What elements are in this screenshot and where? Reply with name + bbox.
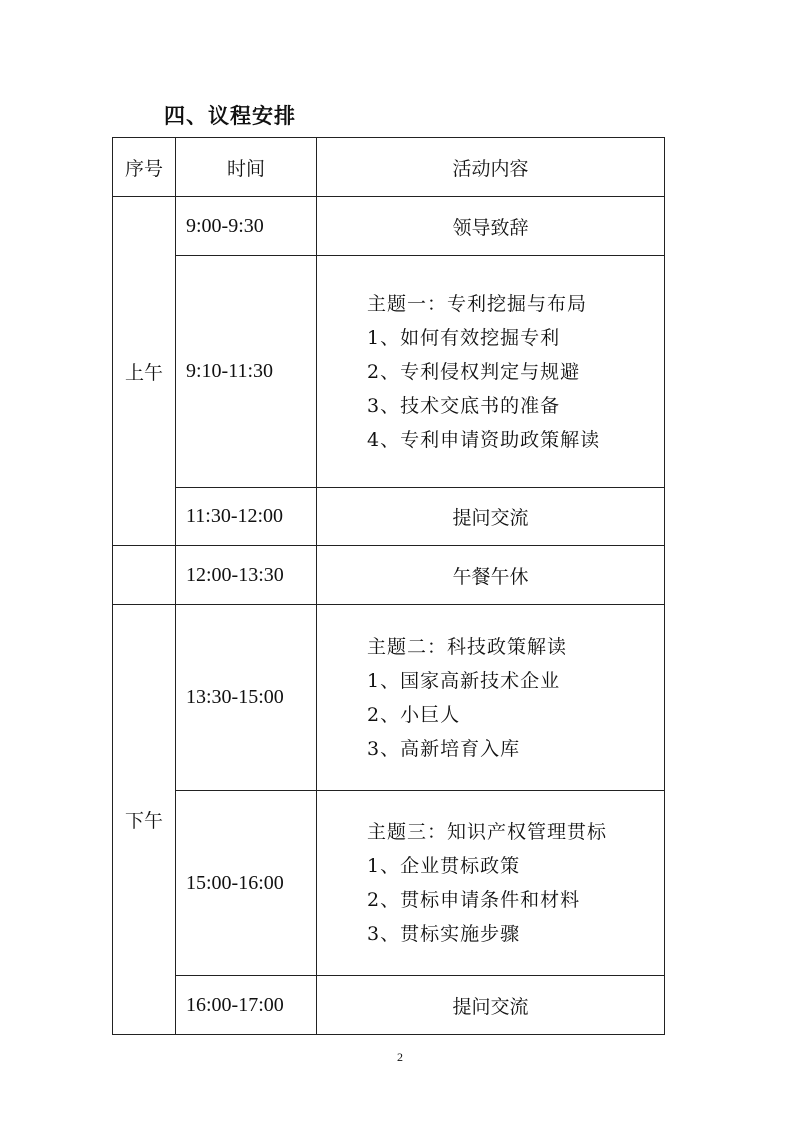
list-item: 2、专利侵权判定与规避 (367, 360, 581, 383)
col-header-seq: 序号 (113, 138, 176, 197)
col-header-content: 活动内容 (317, 138, 665, 197)
row-time: 11:30-12:00 (176, 488, 317, 546)
topic-title: 主题三：知识产权管理贯标 (367, 821, 608, 843)
row-content (317, 605, 665, 791)
row-time: 16:00-17:00 (176, 976, 317, 1035)
row-time: 13:30-15:00 (176, 605, 317, 791)
col-header-time: 时间 (176, 138, 317, 197)
list-item: 3、技术交底书的准备 (367, 394, 561, 417)
table-row (113, 546, 665, 605)
table-row (113, 791, 665, 976)
list-item: 4、专利申请资助政策解读 (367, 428, 601, 451)
agenda-table (112, 137, 665, 1035)
table-row (113, 976, 665, 1035)
row-content (317, 791, 665, 976)
list-item: 2、贯标申请条件和材料 (367, 889, 581, 911)
topic-title: 主题二：科技政策解读 (367, 635, 568, 658)
table-row (113, 256, 665, 488)
row-time: 9:00-9:30 (176, 197, 317, 256)
list-item: 1、企业贯标政策 (367, 855, 521, 877)
table-row (113, 605, 665, 791)
period-empty (113, 546, 176, 605)
topic-title: 主题一：专利挖掘与布局 (367, 292, 588, 315)
row-time: 12:00-13:30 (176, 546, 317, 605)
list-item: 1、国家高新技术企业 (367, 669, 561, 692)
list-item: 3、高新培育入库 (367, 737, 521, 760)
list-item: 3、贯标实施步骤 (367, 923, 521, 945)
period-morning: 上午 (113, 197, 176, 546)
table-header-row (113, 138, 665, 197)
row-content (317, 256, 665, 488)
row-time: 15:00-16:00 (176, 791, 317, 976)
row-content: 提问交流 (317, 488, 665, 546)
table-row (113, 488, 665, 546)
list-item: 2、小巨人 (367, 703, 461, 726)
row-time: 9:10-11:30 (176, 256, 317, 488)
section-heading: 四、议程安排 (164, 104, 296, 128)
page-number: 2 (397, 1050, 403, 1064)
row-content: 提问交流 (317, 976, 665, 1035)
list-item: 1、如何有效挖掘专利 (367, 326, 561, 349)
row-content: 领导致辞 (317, 197, 665, 256)
row-content: 午餐午休 (317, 546, 665, 605)
table-row (113, 197, 665, 256)
period-afternoon: 下午 (113, 605, 176, 1035)
